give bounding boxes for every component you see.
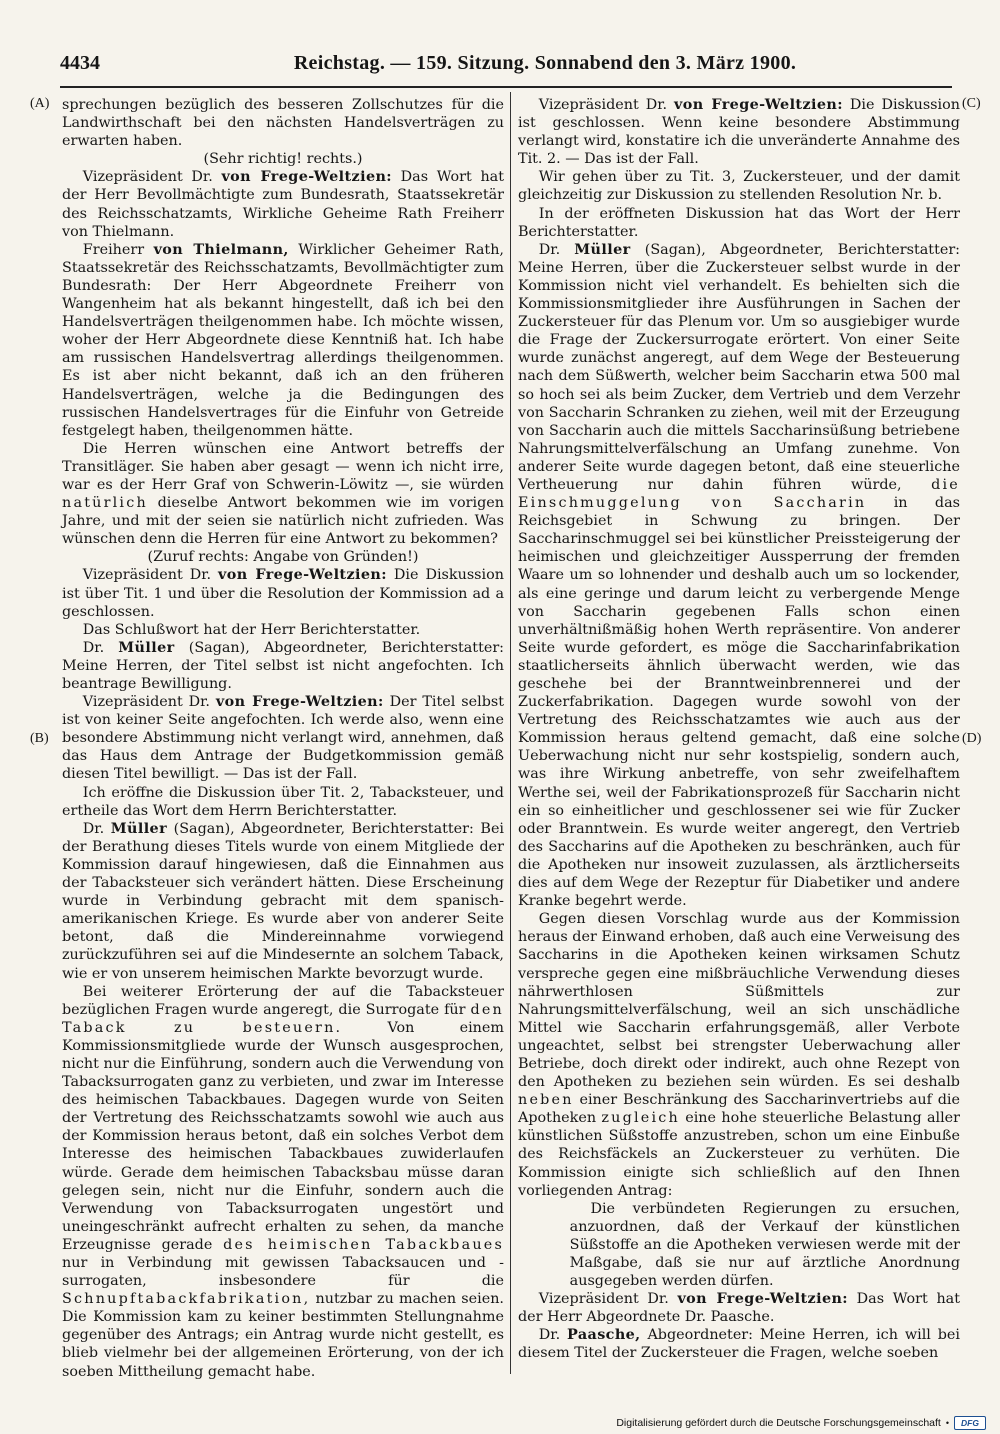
paragraph: Wir gehen über zu Tit. 3, Zuckersteuer, und der damit gleichzeitig zur Diskussion zu stellenden Resolution Nr. b. <box>518 169 960 204</box>
footer-bullet: • <box>945 1418 949 1428</box>
dfg-logo-icon: DFG <box>954 1416 986 1430</box>
page-number: 4434 <box>60 52 100 74</box>
speaker-name: von Frege-Weltzien: <box>674 97 843 113</box>
spaced-text: natürlich <box>62 495 148 512</box>
paragraph: Vizepräsident Dr. von Frege-Weltzien: Die Diskussion ist über Tit. 1 und über die Resolution der Kommission ad a geschlossen. <box>62 567 505 620</box>
paragraph: In der eröffneten Diskussion hat das Wort der Herr Berichterstatter. <box>518 205 960 240</box>
spaced-text: die Einschmuggelung von Saccharin <box>518 476 960 512</box>
paragraph: Die Herren wünschen eine Antwort betreffs der Transitläger. Sie haben aber gesagt — wenn ich nicht irre, war es der Herr Graf von Schwerin-Löwitz —, sie würden natürlich dieselbe Antwort bekommen wie im vorigen Jahre, und mit der seien sie natürlich nicht zufrieden. Was wünschen denn die Herren für eine Antwort zu bekommen? <box>62 440 504 548</box>
paragraph: Vizepräsident Dr. von Frege-Weltzien: Die Diskussion ist geschlossen. Wenn keine besondere Abstimmung verlangt wird, konstatire ich die unveränderte Annahme des Tit. 2. — Das ist der Fall. <box>518 97 961 168</box>
spaced-text: des heimischen Tabackbaues <box>223 1236 505 1253</box>
paragraph: Das Schlußwort hat der Herr Berichterstatter. <box>82 621 421 638</box>
left-column <box>62 96 504 1381</box>
speaker-name: Paasche, <box>567 1327 641 1344</box>
spaced-text: den Taback zu besteuern. <box>62 1001 504 1036</box>
interjection: (Sehr richtig! rechts.) <box>203 151 363 168</box>
speaker-name: von Frege-Weltzien: <box>218 567 387 584</box>
spaced-text: Schnupftabackfabrikation, <box>62 1291 311 1308</box>
margin-marker-b: (B) <box>30 731 49 746</box>
paragraph: Vizepräsident Dr. von Frege-Weltzien: Das Wort hat der Herr Bevollmächtigte zum Bundesrath, Staatssekretär des Reichsschatzamts, Wirkliche Geheime Rath Freiherr von Thielmann. <box>62 169 504 240</box>
speaker-name: Müller <box>118 639 175 656</box>
header-rule <box>60 86 952 88</box>
page-header <box>60 52 950 82</box>
column-divider <box>510 92 511 1374</box>
speaker-name: Müller <box>110 820 168 837</box>
digitization-footer <box>616 1416 986 1430</box>
margin-marker-d: (D) <box>962 731 982 746</box>
paragraph: Dr. Paasche, Abgeordneter: Meine Herren, ich will bei diesem Titel der Zuckersteuer die Fragen, welche soeben <box>518 1327 960 1362</box>
paragraph: Bei weiterer Erörterung der auf die Tabacksteuer bezüglichen Fragen wurde angeregt, die Surrogate für den Taback zu besteuern. Von einem Kommissionsmitgliede wurde der Wunsch ausgesprochen, nicht nur die Einführung, sondern auch die Verwendung von Tabacksurrogaten ganz zu verbieten, und zwar im Interesse des heimischen Tabackbaues. Dagegen wurde von Seiten der Vertretung des Reichsschatzamts sowohl wie auch aus der Kommission heraus betont, daß ein solches Verbot dem Interesse des heimischen Tabackbaues zuwiderlaufen würde. Gerade dem heimischen Tabacksbau müsse daran gelegen sein, nicht nur die Einfuhr, sondern auch die Verwendung von Tabacksurrogaten ungestört und uneingeschränkt aufrecht erhalten zu sehen, da manche Erzeugnisse gerade des heimischen Tabackbaues nur in Verbindung mit gewissen Tabacksaucen und -surrogaten, insbesondere für die Schnupftabackfabrikation, nutzbar zu machen seien. Die Kommission kam zu keiner bestimmten Stellungnahme gegenüber des Antrags; ein Antrag wurde nicht gestellt, es blieb vielmehr bei der allgemeinen Erörterung, von der ich soeben Mittheilung gemacht habe. <box>62 983 505 1380</box>
interjection: (Zuruf rechts: Angabe von Gründen!) <box>147 549 419 566</box>
running-title: Reichstag. — 159. Sitzung. Sonnabend den 3. März 1900. <box>293 52 797 74</box>
speaker-name: von Thielmann, <box>153 241 289 258</box>
footer-text: Digitalisierung gefördert durch die Deutsche Forschungsgemeinschaft <box>616 1417 941 1429</box>
speaker-name: von Frege-Weltzien: <box>215 694 384 711</box>
margin-marker-a: (A) <box>30 96 50 111</box>
speaker-name: von Frege-Weltzien: <box>221 169 392 186</box>
paragraph: Dr. Müller (Sagan), Abgeordneter, Berichterstatter: Meine Herren, über die Zuckersteuer selbst wurde in der Kommission nicht viel verhandelt. Es behielten sich die Kommissionsmitglieder ihre Ausführungen in Sachen der Zuckersteuer für das Plenum vor. Um so ausgiebiger wurde die Frage der Zuckersurrogate erörtert. Von einer Seite wurde zunächst angeregt, auf dem Wege der Besteuerung nach dem Süßwerth, welcher beim Saccharin etwa 500 mal so hoch sei als beim Zucker, dem Vertrieb und dem Verzehr von Saccharin Schranken zu ziehen, weil mit der Erzeugung von Saccharin auch die mittels Saccharinsüßung betriebene Nahrungsmittelverfälschung an Umfang zunehme. Von anderer Seite wurde dagegen betont, daß eine steuerliche Vertheuerung nur dahin führen würde, die Einschmuggelung von Saccharin in das Reichsgebiet in Schwung zu bringen. Der Saccharinschmuggel sei bei künstlicher Preissteigerung der heimischen und gleichzeitiger Aussperrung der fremden Waare um so lohnender und deshalb auch um so lockender, als eine geringe und darum leicht zu verbergende Menge von Saccharin gegebenen Falls schon einen unverhältnißmäßig hohen Werth repräsentire. Von anderer Seite wurde gefordert, es möge die Saccharinfabrikation staatlicherseits ähnlich überwacht werden, wie das geschehe bei der Branntweinbrennerei und der Zuckerfabrikation. Dagegen wurde sowohl von der Vertretung des Reichsschatzamtes wie auch aus der Kommission heraus geltend gemacht, daß eine solche Ueberwachung nicht nur sehr kostspielig, sondern auch, was ihre Wirkung anbetreffe, von sehr zweifelhaftem Werthe sei, weil der Fabrikationsprozeß für Saccharin nicht ein so einheitlicher und geschlossener sei wie für Zucker oder Branntwein. Es wurde weiter angeregt, den Vertrieb des Saccharins auf die Apotheken zu beschränken, auch für die Apotheken nur insoweit zuzulassen, als ärztlicherseits dies auf dem Wege der Rezeptur für Diabetiker und andere Kranke begehrt werde. <box>518 241 961 910</box>
paragraph: Vizepräsident Dr. von Frege-Weltzien: Der Titel selbst ist von keiner Seite angefochten. Ich werde also, wenn eine besondere Abstimmung nicht verlangt wird, annehmen, daß das Haus dem Antrage der Budgetkommission gemäß diesen Titel bewilligt. — Das ist der Fall. <box>62 694 504 783</box>
speaker-name: Müller <box>574 241 631 258</box>
paragraph: Dr. Müller (Sagan), Abgeordneter, Berichterstatter: Meine Herren, der Titel selbst ist nicht angefochten. Ich beantrage Bewilligung. <box>62 639 505 692</box>
motion-text: Die verbündeten Regierungen zu ersuchen, anzuordnen, daß der Verkauf der künstlichen Süßstoffe an die Apotheken verwiesen werde mit der Maßgabe, daß sie nur auf ärztliche Anordnung ausgegeben werden dürfen. <box>569 1200 960 1290</box>
spaced-text: zugleich <box>601 1110 680 1127</box>
paragraph: Vizepräsident Dr. von Frege-Weltzien: Das Wort hat der Herr Abgeordnete Dr. Paasche. <box>518 1291 960 1326</box>
paragraph: Ich eröffne die Diskussion über Tit. 2, Tabacksteuer, und ertheile das Wort dem Herrn Berichterstatter. <box>62 784 504 819</box>
right-column <box>518 96 960 1363</box>
margin-marker-c: (C) <box>962 96 981 111</box>
paragraph: Gegen diesen Vorschlag wurde aus der Kommission heraus der Einwand erhoben, daß auch eine Verweisung des Saccharins in die Apotheken keinen wirksamen Schutz verspreche gegen eine mißbräuchliche Verwendung dieses nährwerthlosen Süßmittels zur Nahrungsmittelverfälschung, weil an sich unschädliche Mittel wie Saccharin erfahrungsgemäß, aller Verbote ungeachtet, selbst bei strengster Ueberwachung aller Betriebe, doch direkt oder indirekt, auch ohne Rezept von den Apotheken zu beziehen sein würden. Es sei deshalb neben einer Beschränkung des Saccharinvertriebs auf die Apotheken zugleich eine hohe steuerliche Belastung aller künstlichen Süßstoffe anzustreben, schon um eine Einbuße des Reichsfäckels an Zuckersteuer zu verhüten. Die Kommission einigte sich schließlich auf den Ihnen vorliegenden Antrag: <box>518 911 961 1199</box>
spaced-text: neben <box>518 1092 574 1109</box>
paragraph: sprechungen bezüglich des besseren Zollschutzes für die Landwirthschaft bei den nächsten Handelsverträgen zu erwarten haben. <box>62 97 504 150</box>
paragraph: Freiherr von Thielmann, Wirklicher Geheimer Rath, Staatssekretär des Reichsschatzamts, Bevollmächtigter zum Bundesrath: Der Herr Abgeordnete Freiherr von Wangenheim hat als bekannt hingestellt, daß ich bei den Handelsverträgen theilgenommen habe. Ich möchte wissen, woher der Herr Abgeordnete diese Kenntniß hat. Ich habe am russischen Handelsvertrag allerdings theilgenommen. Es ist aber nicht bekannt, daß ich an den früheren Handelsverträgen, welche ja die Bedingungen des russischen Handelsvertrages für die Einfuhr von Getreide festgelegt haben, theilgenommen hätte. <box>62 241 504 439</box>
paragraph: Dr. Müller (Sagan), Abgeordneter, Berichterstatter: Bei der Berathung dieses Titels wurde von einem Mitgliede der Kommission darauf hingewiesen, daß die Einnahmen aus der Tabacksteuer sich verändert hätten. Diese Erscheinung wurde in Verbindung gebracht mit dem spanisch-amerikanischen Kriege. Es wurde aber von anderer Seite betont, daß die Mindereinnahme vorwiegend zurückzuführen sei auf die Mindesernte an solchem Taback, wie er von unserem heimischen Markte bevorzugt wurde. <box>62 820 505 982</box>
speaker-name: von Frege-Weltzien: <box>677 1291 848 1308</box>
